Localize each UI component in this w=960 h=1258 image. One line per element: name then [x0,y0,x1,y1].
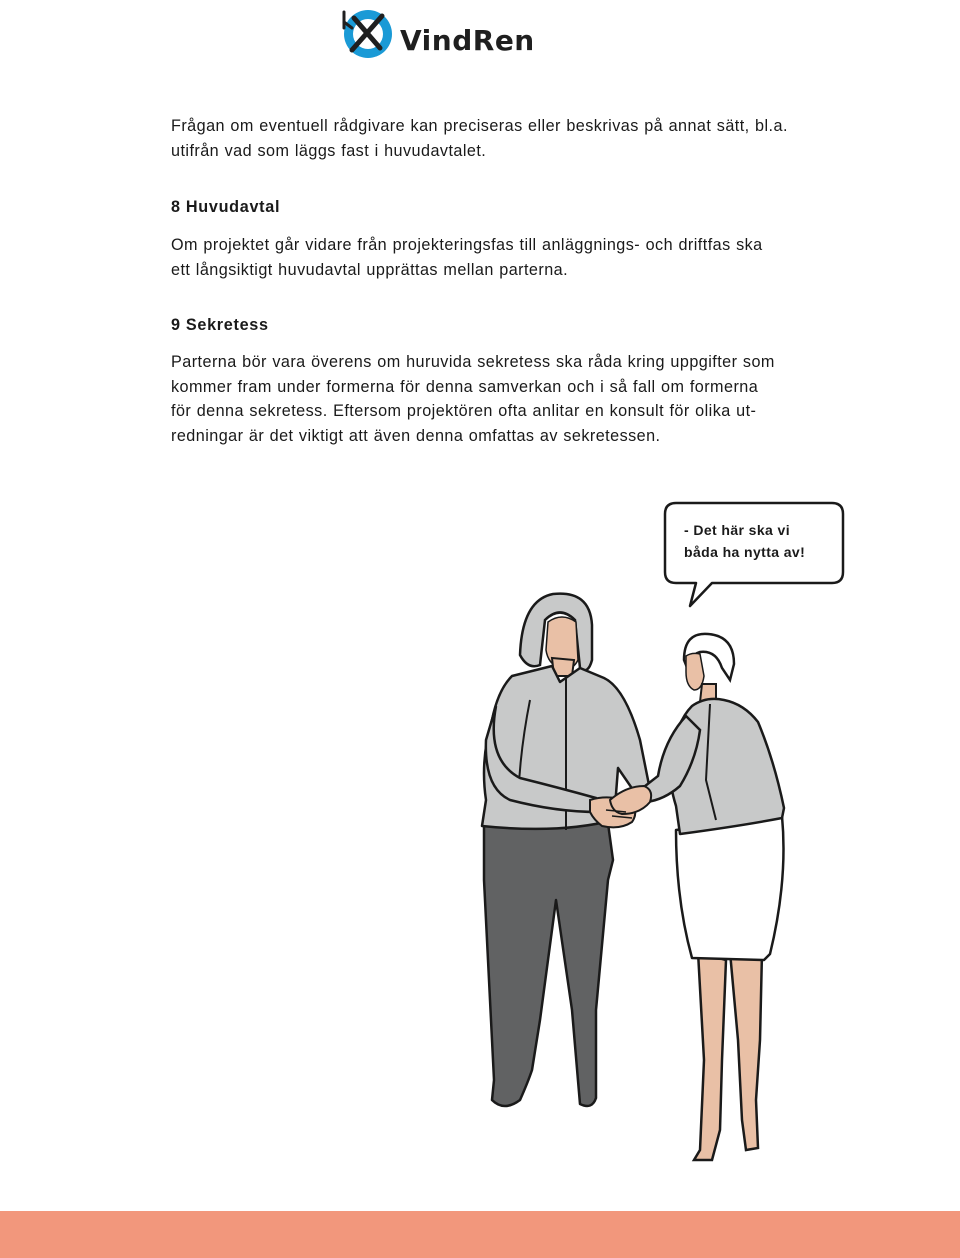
speech-line: - Det här ska vi [684,522,790,538]
person2-skirt [676,816,784,960]
logo-wordmark: VindRen [400,24,535,57]
windmill-logo-icon [338,4,398,64]
text-line: för denna sekretess. Eftersom projektören ofta anlitar en konsult för olika ut- [171,402,757,421]
section-8-paragraph [171,233,763,282]
section-9-paragraph [171,350,775,448]
footer-bar [0,1211,960,1258]
person2-legs [694,952,726,1160]
text-line: ett långsiktigt huvudavtal upprättas mellan parterna. [171,260,569,279]
text-line: redningar är det viktigt att även denna omfattas av sekretessen. [171,426,661,445]
section-8-heading: 8 Huvudavtal [171,198,281,216]
speech-line: båda ha nytta av! [684,543,806,560]
text-line: utifrån vad som läggs fast i huvudavtalet. [171,141,487,160]
speech-bubble-text [684,520,805,563]
handshake-illustration [470,495,850,1175]
text-line: Om projektet går vidare från projekteringsfas till anläggnings- och driftfas ska [171,236,763,254]
text-line: kommer fram under formerna för denna samverkan och i så fall om formerna [171,377,759,396]
text-line: Frågan om eventuell rådgivare kan preciseras eller beskrivas på annat sätt, bl.a. [171,117,788,135]
person2-legs-right [730,952,762,1150]
section-9-heading: 9 Sekretess [171,316,269,334]
text-line: Parterna bör vara överens om huruvida sekretess ska råda kring uppgifter som [171,353,775,371]
vindren-logo [338,4,548,64]
intro-paragraph [171,114,788,163]
person1-trousers [484,816,613,1106]
